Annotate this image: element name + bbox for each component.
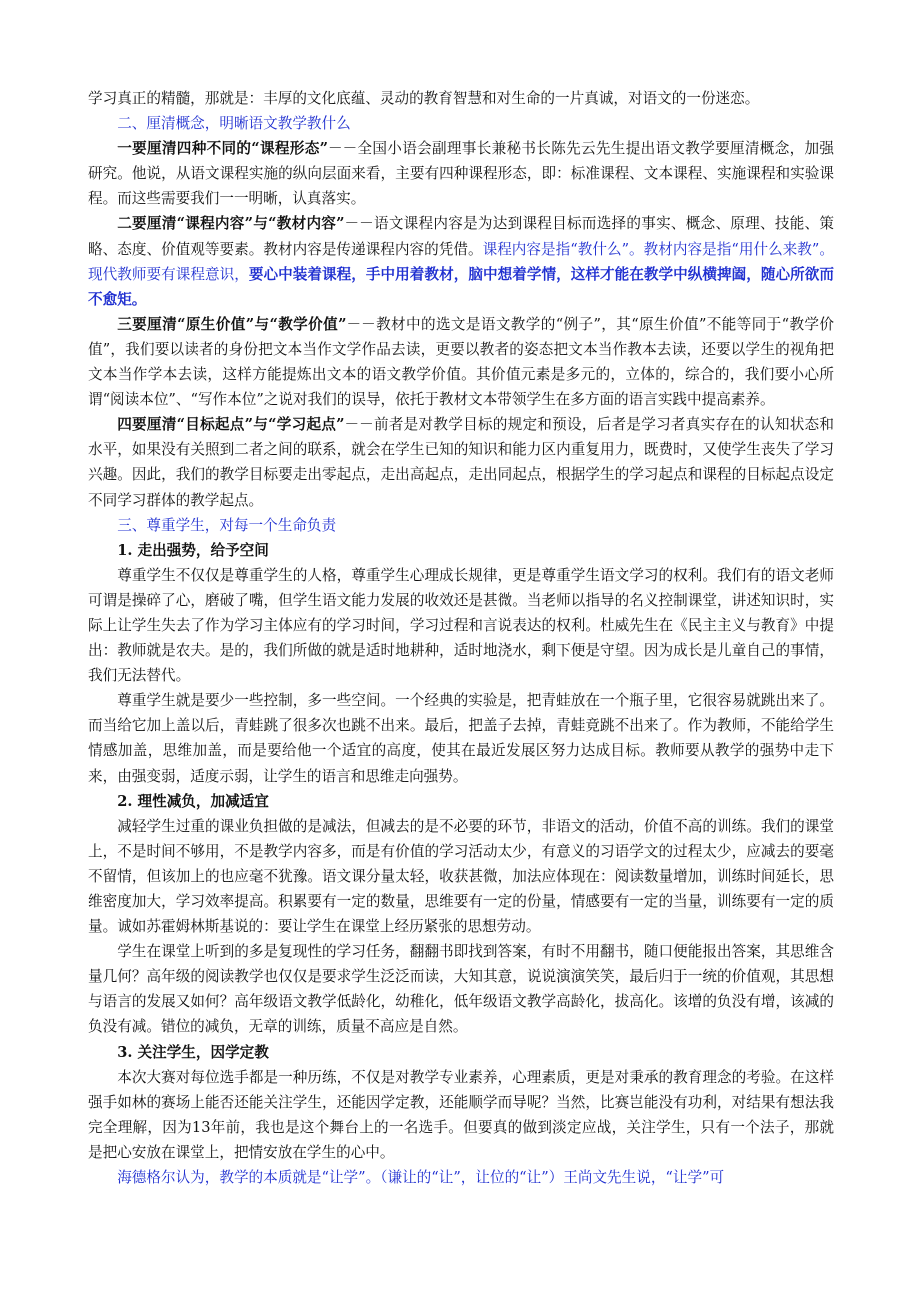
item-4-paragraph — [88, 412, 834, 512]
subsection-1-paragraph-2: 尊重学生就是要少一些控制，多一些空间。一个经典的实验是，把青蛙放在一个瓶子里，它很容易就跳出来了。而当给它加上盖以后，青蛙跳了很多次也跳不出来。最后，把盖子去掉，青蛙竟跳不出来了。作为教师，不能给学生情感加盖，思维加盖，而是要给他一个适宜的高度，使其在最近发展区努力达成目标。教师要从教学的强势中走下来，由强变弱，适度示弱，让学生的语言和思维走向强势。 — [88, 692, 834, 785]
item-2-highlight-bold: 要心中装着课程，手中用着教材，脑中想着学情，这样才能在教学中纵横捭阖，随心所欲而不愈矩。 — [88, 265, 834, 308]
item-1-lead: 一要厘清四种不同的“课程形态” — [117, 140, 328, 158]
subsection-1-heading: 1. 走出强势，给予空间 — [117, 541, 269, 559]
subsection-1-paragraph-1: 尊重学生不仅仅是尊重学生的人格，尊重学生心理成长规律，更是尊重学生语文学习的权利。我们有的语文老师可谓是操碎了心，磨破了嘴，但学生语文能力发展的收效还是甚微。当老师以指导的名义控制课堂，讲述知识时，实际上让学生失去了作为学习主体应有的学习时间，学习过程和言说表达的权利。杜威先生在《民主主义与教育》中提出：教师就是农夫。是的，我们所做的就是适时地耕种，适时地浇水，剩下便是守望。因为成长是儿童自己的事情，我们无法替代。 — [88, 566, 834, 685]
item-1-paragraph — [88, 136, 834, 211]
item-2-paragraph — [88, 211, 834, 311]
subsection-3-paragraph-1: 本次大赛对每位选手都是一种历练，不仅是对教学专业素养，心理素质，更是对秉承的教育理念的考验。在这样强手如林的赛场上能否还能关注学生，还能因学定教，还能顺学而导呢？当然，比赛岂能没有功利，对结果有想法我完全理解，因为13年前，我也是这个舞台上的一名选手。但要真的做到淡定应战，关注学生，只有一个法子，那就是把心安放在课堂上，把情安放在学生的心中。 — [88, 1068, 834, 1161]
item-1-text: －－全国小语会副理事长兼秘书长陈先云先生提出语文教学要厘清概念，加强研究。他说，从语文课程实施的纵向层面来看，主要有四种课程形态，即：标准课程、文本课程、实施课程和实验课程。而这些需要我们一一明晰，认真落实。 — [88, 140, 834, 208]
item-3-lead: 三要厘清“原生价值”与“教学价值” — [117, 315, 347, 333]
item-2-text: －－语文课程内容是为达到课程目标而选择的事实、概念、原理、技能、策略、态度、价值观等要素。教材内容是传递课程内容的凭借。 — [88, 215, 834, 258]
subsection-3-paragraph-2: 海德格尔认为，教学的本质就是“让学”。（谦让的“让”，让位的“让”）王尚文先生说，“让学”可 — [117, 1169, 725, 1187]
intro-paragraph: 学习真正的精髓，那就是：丰厚的文化底蕴、灵动的教育智慧和对生命的一片真诚，对语文的一份迷恋。 — [88, 90, 760, 107]
item-3-text: －－教材中的选文是语文教学的“例子”，其“原生价值”不能等同于“教学价值”，我们要以读者的身份把文本当作文学作品去读，更要以教者的姿态把文本当作教本去读，还要以学生的视角把文本当作学本去读，这样方能提炼出文本的语文教学价值。其价值元素是多元的，立体的，综合的，我们要小心所谓“阅读本位”、“写作本位”之说对我们的误导，依托于教材文本带领学生在多方面的语言实践中提高素养。 — [88, 315, 834, 409]
subsection-2-paragraph-2: 学生在课堂上听到的多是复现性的学习任务，翻翻书即找到答案，有时不用翻书，随口便能报出答案，其思维含量几何？高年级的阅读教学也仅仅是要求学生泛泛而读，大知其意，说说演演笑笑，最后归于一统的价值观，其思想与语言的发展又如何？高年级语文教学低龄化，幼稚化，低年级语文教学高龄化，拔高化。该增的负没有增，该减的负没有减。错位的减负，无章的训练，质量不高应是自然。 — [88, 943, 834, 1036]
item-3-paragraph — [88, 312, 834, 412]
item-4-text: －－前者是对教学目标的规定和预设，后者是学习者真实存在的认知状态和水平，如果没有关照到二者之间的联系，就会在学生已知的知识和能力区内重复用力，既费时，又使学生丧失了学习兴趣。因此，我们的教学目标要走出零起点，走出高起点，走出同起点，根据学生的学习起点和课程的目标起点设定不同学习群体的教学起点。 — [88, 416, 834, 509]
subsection-3-heading: 3. 关注学生，因学定教 — [117, 1043, 269, 1061]
section-3-heading: 三、尊重学生，对每一个生命负责 — [117, 516, 337, 534]
item-2-highlight: 课程内容是指“教什么”。教材内容是指“用什么来教”。现代教师要有课程意识， — [88, 240, 834, 283]
subsection-2-heading: 2. 理性减负，加减适宜 — [117, 792, 269, 810]
section-2-heading: 二、厘清概念，明晰语文教学教什么 — [117, 115, 351, 133]
item-4-lead: 四要厘清“目标起点”与“学习起点” — [117, 416, 345, 434]
subsection-2-paragraph-1: 减轻学生过重的课业负担做的是减法，但减去的是不必要的环节，非语文的活动，价值不高的训练。我们的课堂上，不是时间不够用，不是教学内容多，而是有价值的学习活动太少，有意义的习语学文的过程太少，应减去的要毫不留情，但该加上的也应毫不犹豫。语文课分量太轻，收获甚微，加法应体现在：阅读数量增加，训练时间延长，思维密度加大，学习效率提高。积累要有一定的数量，思维要有一定的份量，情感要有一定的当量，训练要有一定的质量。诚如苏霍姆林斯基说的：要让学生在课堂上经历紧张的思想劳动。 — [88, 817, 834, 936]
item-2-lead: 二要厘清“课程内容”与“教材内容” — [117, 215, 345, 233]
document-page — [88, 86, 834, 1190]
